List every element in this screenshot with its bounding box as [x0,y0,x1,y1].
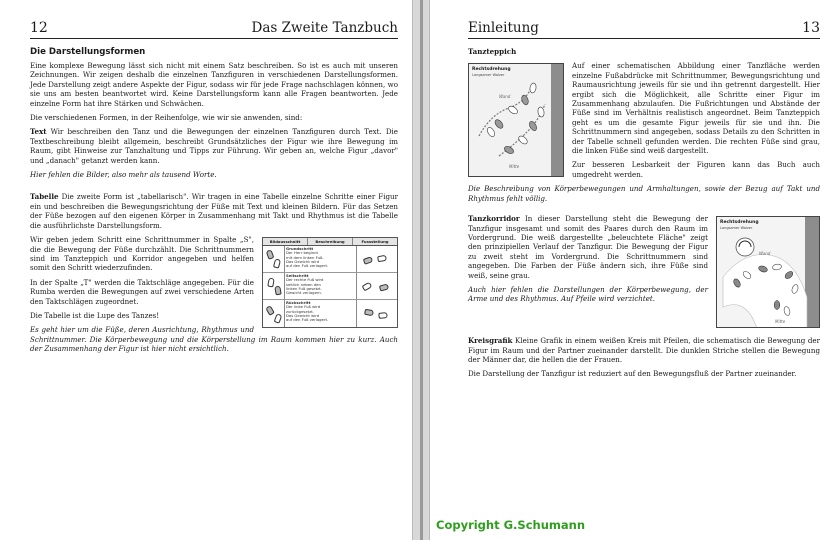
right-running-title: Einleitung [468,20,539,36]
table-row [263,273,397,300]
corridor-label-b: Mitte [775,319,786,325]
carpet-body-2: Zur besseren Lesbarkeit der Figuren kann das Buch auch umgedreht werden. [572,160,820,179]
table-header-feet: Fussstellung [361,239,389,245]
intro-paragraph: Eine komplexe Bewegung lässt sich nicht mit einem Satz beschreiben. So ist es auch mit unseren Zeichnungen. Wir zeigen deshalb die einzelnen Tanzfiguren in verschiedenen Darstellungsformen. Jede Darstellung zeigt andere Aspekte der Figur, sodass wir für jede Frage nachschlagen können, wo sie uns am besten beantwortet wird. Keine Darstellungsform kann alle Fragen beantworten. Jede einzelne Form hat ihre Stärken und Schwächen. [30,61,398,108]
table-note: Es geht hier um die Füße, deren Ausrichtung, Rhythmus und Schrittnummer. Die Körperbewegung und die Körperstellung im Raum kommen hier zu kurz. Auch der Zusammenhang der Figur ist hier nicht ersichtlich. [30,325,398,354]
figure-thumbnail [263,300,285,327]
corridor-note: Auch hier fehlen die Darstellungen der Körperbewegung, der Arme und des Rhythmus. Auf Pfeile wird verzichtet. [468,284,708,304]
left-page [0,0,412,540]
text-note: Hier fehlen die Bilder, also mehr als tausend Worte. [30,170,217,180]
table-row-description: Grundschritt Der Herr beginnt mit dem linken Fuß. Das Gewicht wird auf den Fuß verlagert. [285,246,357,272]
table-body: Die zweite Form ist „tabellarisch". Wir tragen in eine Tabelle einzelne Schritte einer Figur ein und beschreiben die Bewegungsrichtung der Füße mit Text und kleinen Bildern. Für das Setzen der Füße bezogen auf den eigenen Körper in Zusammenhang mit Takt und Rhythmus ist die Tabelle die ausführlichste Darstellungsform. [30,192,398,230]
book-gutter [412,0,430,540]
text-lead: Text [30,127,47,137]
dance-corridor-illustration [716,216,820,328]
table-illustration-header [263,238,397,246]
table-header-image: Bildausschnitt [263,238,308,245]
table-row [263,300,397,327]
table-row-description: Seitschritt Der rechte Fuß wird seitlich neben den linken Fuß gesetzt. Gewicht verlagern. [285,273,357,299]
table-lead: Tabelle [30,192,59,202]
table-magnifier-sentence: Die Tabelle ist die Lupe des Tanzes! [30,310,160,320]
table-row-description: Rückschritt Der linke Fuß wird zurückgesetzt. Das Gewicht wird auf den Fuß verlagert. [285,300,357,327]
corridor-lead: Tanzkorridor [468,214,520,224]
carpet-label-a: Wand [499,94,511,100]
circle-paragraph [468,336,820,364]
order-sentence: Die verschiedenen Formen, in der Reihenfolge, wie wir sie anwenden, sind: [30,113,303,123]
copyright-watermark: Copyright G.Schumann [436,518,586,532]
carpet-figure [468,63,564,177]
table-figure [262,237,398,328]
carpet-note: Die Beschreibung von Körperbewegungen und Armhaltungen, sowie der Bezug auf Takt und Rhythmus fehlt völlig. [468,184,820,203]
circle-lead: Kreisgrafik [468,336,513,346]
carpet-label-b: Mitte [509,164,520,170]
feet-diagram [357,273,397,299]
carpet-lead: Tanzteppich [468,47,517,56]
carpet-figure-title: Rechtsdrehung [472,67,511,73]
corridor-figure-subtitle: Langsamer Walzer [720,226,753,231]
dance-carpet-drawing [469,64,564,177]
circle-body-2: Die Darstellung der Tanzfigur ist reduziert auf den Bewegungsfluß der Partner zueinander. [468,369,797,379]
section-title: Die Darstellungsformen [30,47,146,57]
feet-diagram [357,246,397,272]
carpet-body: Auf einer schematischen Abbildung einer Tanzfläche werden einzelne Fußabdrücke mit Schrittnummer, Bewegungsrichtung und Raumausrichtung jeweils für sie und ihn getrennt dargestellt. Hier ergibt sich die Möglichkeit, alle Schritte einer Figur im Zusammenhang abzulaufen. Die Fußrichtungen und Abstände der Füße sind im Verhältnis realistisch angeordnet. Beim Tanzteppich geht es um die gesamte Figur jeweils für sie und ihn. Die Schrittnummern sind angegeben, sodass Details zu den Schritten in der Tabelle schnell gefunden werden. Die rechten Füße sind grau, die linken Füße sind weiß dargestellt. [572,61,820,156]
carpet-figure-subtitle: Langsamer Walzer [472,73,505,78]
table-row [263,246,397,273]
right-page-number: 13 [802,20,820,36]
text-paragraph [30,127,398,165]
text-body: Wir beschreiben den Tanz und die Bewegungen der einzelnen Tanzfiguren durch Text. Die Textbeschreibung bleibt allgemein, beschreibt Grundsätzliches der Figur wie ihre Bewegung im Raum, gibt Hinweise zur Tanzhaltung und Tipps zur Führung. Wir geben an, welche Figur „davor" und „danach" getanzt werden kann. [30,127,398,165]
corridor-body: In dieser Darstellung steht die Bewegung der Tanzfigur insgesamt und somit des Paares durch den Raum im Vordergrund. Die weiß dargestellte „beleuchtete Fläche" zeigt den prinzipiellen Verlauf der Tanzfigur. Die Bewegung der Figur zu zweit steht im Vordergrund. Die Schrittnummern sind angegeben. Die Farben der Füße ändern sich, ihre Füße sind weiß, seine grau. [468,214,708,280]
figure-thumbnail [263,246,285,272]
feet-diagram [357,300,397,327]
right-page [430,0,840,540]
table-paragraph-2: Wir geben jedem Schritt eine Schrittnummer in Spalte „S", die die Bewegung der Füße durchzählt. Die Schrittnummern sind im Tanzteppich und Korridor angegeben und helfen somit den Schritt wiederzufinden. [30,235,254,273]
table-paragraph [30,192,398,230]
left-page-number: 12 [30,20,48,36]
right-running-head [468,20,820,39]
corridor-label-a: Wand [759,251,771,257]
table-illustration [262,237,398,328]
dance-carpet-illustration [468,63,564,177]
circle-body: Kleine Grafik in einem weißen Kreis mit Pfeilen, die schematisch die Bewegung der Figur im Raum und der Partner zueinander darstellt. Die dunklen Striche stellen die Bewegung der Männer dar, die hellen die der Frauen. [468,336,820,364]
figure-thumbnail [263,273,285,299]
table-header-description: Beschreibung [308,238,353,245]
table-paragraph-3: In der Spalte „T" werden die Taktschläge angegeben. Für die Rumba werden die Bewegungen auf zwei verschiedene Arten den Taktschlägen zugeordnet. [30,277,254,306]
corridor-figure-title: Rechtsdrehung [720,220,759,226]
left-running-title: Das Zweite Tanzbuch [251,20,398,36]
dance-corridor-drawing [717,217,820,328]
carpet-intro [468,47,820,56]
corridor-figure [716,216,820,328]
left-running-head [30,20,398,39]
